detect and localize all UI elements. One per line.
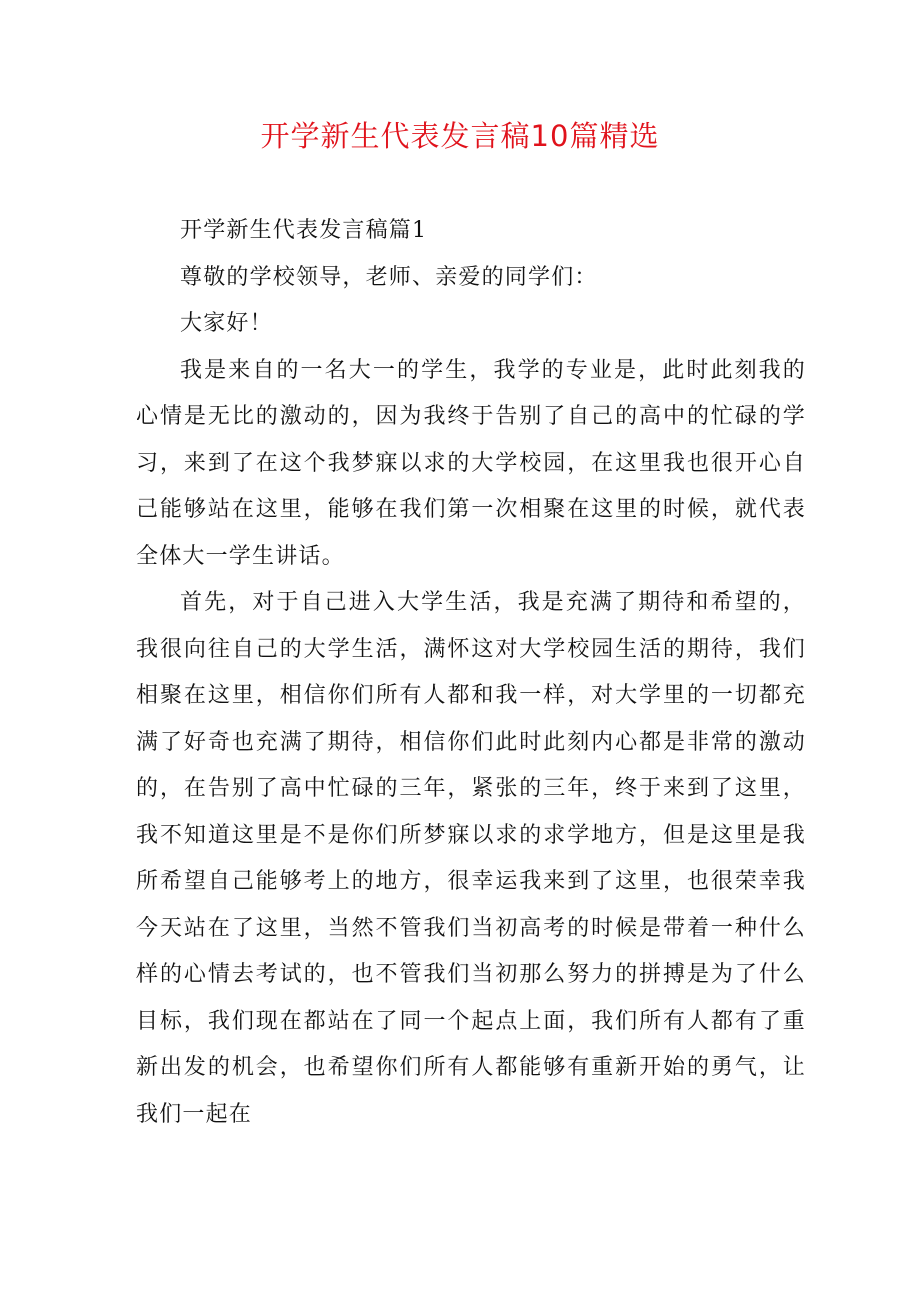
section-heading: 开学新生代表发言稿篇1 — [180, 218, 428, 243]
body-paragraph: 首先，对于自己进入大学生活，我是充满了期待和希望的，我很向往自己的大学生活，满怀这对大学校园生活的期待，我们相聚在这里，相信你们所有人都和我一样，对大学里的一切都充满了好奇也充满了期待，相信你们此时此刻内心都是非常的激动的，在告别了高中忙碌的三年，紧张的三年，终于来到了这里，我不知道这里是不是你们所梦寐以求的求学地方，但是这里是我所希望自己能够考上的地方，很幸运我来到了这里，也很荣幸我今天站在了这里，当然不管我们当初高考的时候是带着一种什么样的心情去考试的，也不管我们当初那么努力的拼搏是为了什么目标，我们现在都站在了同一个起点上面，我们所有人都有了重新出发的机会，也希望你们所有人都能够有重新开始的勇气，让我们一起在 — [136, 590, 806, 1127]
document-title: 开学新生代表发言稿10篇精选 — [260, 119, 660, 153]
greeting: 大家好！ — [180, 311, 273, 336]
document-body — [136, 208, 806, 1138]
body-paragraph: 我是来自的一名大一的学生，我学的专业是，此时此刻我的心情是无比的激动的，因为我终于告别了自己的高中的忙碌的学习，来到了在这个我梦寐以求的大学校园，在这里我也很开心自己能够站在这里，能够在我们第一次相聚在这里的时候，就代表全体大一学生讲话。 — [136, 357, 806, 569]
salutation: 尊敬的学校领导，老师、亲爱的同学们： — [180, 264, 598, 290]
